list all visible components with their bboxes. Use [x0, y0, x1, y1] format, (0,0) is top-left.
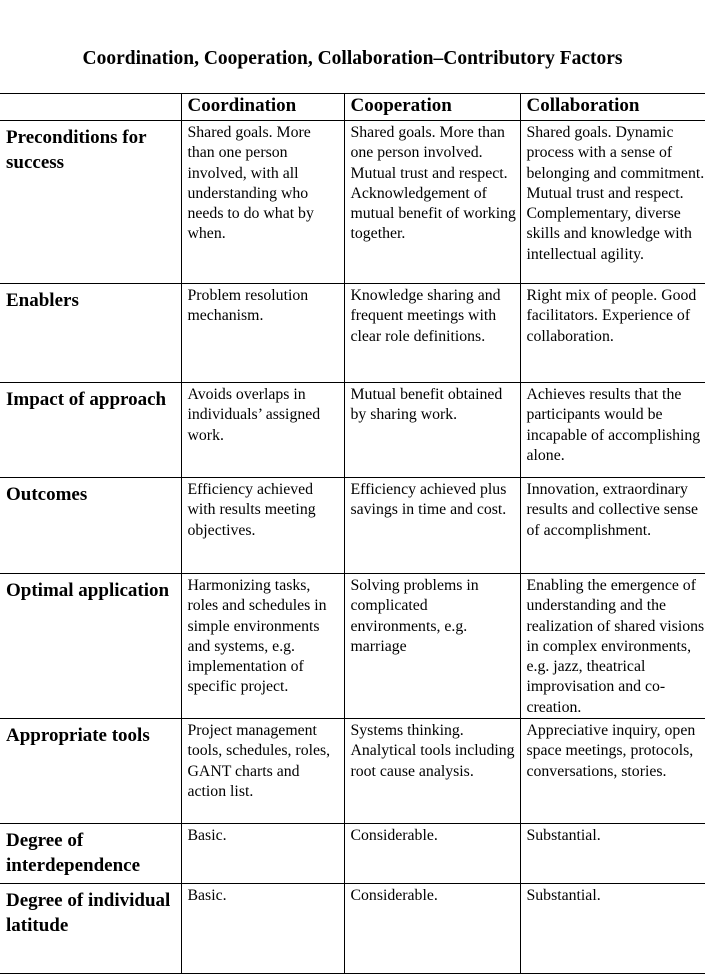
document-title: Coordination, Cooperation, Collaboration–Contributory Factors — [82, 48, 623, 69]
row-label: Appropriate tools — [0, 719, 181, 824]
table-row — [0, 574, 705, 719]
row-label: Outcomes — [0, 478, 181, 574]
cell-collaboration: Innovation, extraordinary results and collective sense of accomplishment. — [520, 478, 705, 574]
cell-cooperation: Knowledge sharing and frequent meetings with clear role definitions. — [344, 284, 520, 383]
header-coordination: Coordination — [181, 94, 344, 121]
table-row — [0, 383, 705, 478]
cell-cooperation: Efficiency achieved plus savings in time and cost. — [344, 478, 520, 574]
row-label: Enablers — [0, 284, 181, 383]
cell-collaboration: Substantial. — [520, 824, 705, 884]
cell-coordination: Shared goals. More than one person involved, with all understanding who needs to do what by when. — [181, 121, 344, 284]
cell-collaboration: Substantial. — [520, 884, 705, 974]
cell-coordination: Avoids overlaps in individuals’ assigned work. — [181, 383, 344, 478]
cell-collaboration: Shared goals. Dynamic process with a sense of belonging and commitment. Mutual trust and respect. Complementary, diverse skills and knowledge with intellectual agility. — [520, 121, 705, 284]
cell-collaboration: Enabling the emergence of understanding and the realization of shared visions in complex environments, e.g. jazz, theatrical improvisation and co-creation. — [520, 574, 705, 719]
cell-cooperation: Considerable. — [344, 884, 520, 974]
cell-coordination: Efficiency achieved with results meeting objectives. — [181, 478, 344, 574]
cell-collaboration: Right mix of people. Good facilitators. Experience of collaboration. — [520, 284, 705, 383]
factors-table — [0, 93, 705, 974]
cell-cooperation: Systems thinking. Analytical tools including root cause analysis. — [344, 719, 520, 824]
cell-collaboration: Appreciative inquiry, open space meetings, protocols, conversations, stories. — [520, 719, 705, 824]
table-row — [0, 884, 705, 974]
header-row — [0, 94, 705, 121]
cell-coordination: Basic. — [181, 884, 344, 974]
cell-cooperation: Considerable. — [344, 824, 520, 884]
cell-coordination: Harmonizing tasks, roles and schedules in simple environments and systems, e.g. implementation of specific project. — [181, 574, 344, 719]
table-row — [0, 284, 705, 383]
row-label: Optimal application — [0, 574, 181, 719]
table-row — [0, 478, 705, 574]
row-label: Impact of approach — [0, 383, 181, 478]
cell-cooperation: Mutual benefit obtained by sharing work. — [344, 383, 520, 478]
table-row — [0, 719, 705, 824]
cell-coordination: Basic. — [181, 824, 344, 884]
row-label: Degree of individual latitude — [0, 884, 181, 974]
table-row — [0, 824, 705, 884]
cell-coordination: Problem resolution mechanism. — [181, 284, 344, 383]
cell-cooperation: Solving problems in complicated environments, e.g. marriage — [344, 574, 520, 719]
cell-collaboration: Achieves results that the participants would be incapable of accomplishing alone. — [520, 383, 705, 478]
header-cooperation: Cooperation — [344, 94, 520, 121]
cell-cooperation: Shared goals. More than one person involved. Mutual trust and respect. Acknowledgement of mutual benefit of working together. — [344, 121, 520, 284]
header-collaboration: Collaboration — [520, 94, 705, 121]
header-corner — [0, 94, 181, 121]
table-row — [0, 121, 705, 284]
cell-coordination: Project management tools, schedules, roles, GANT charts and action list. — [181, 719, 344, 824]
row-label: Degree of interdependence — [0, 824, 181, 884]
row-label: Preconditions for success — [0, 121, 181, 284]
